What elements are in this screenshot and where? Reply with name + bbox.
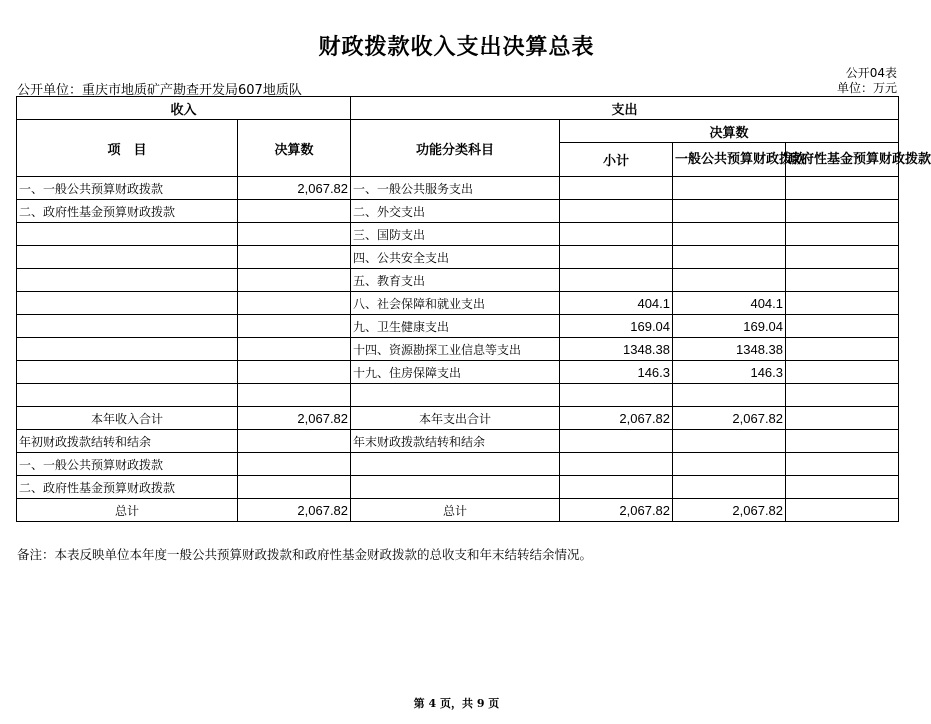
income-item-cell: 年初财政拨款结转和结余 bbox=[17, 430, 238, 453]
general-budget-cell: 169.04 bbox=[673, 315, 786, 338]
general-budget-cell bbox=[673, 177, 786, 200]
function-subject-header: 功能分类科目 bbox=[351, 120, 560, 177]
table-row bbox=[17, 223, 899, 246]
expense-item-cell: 一、一般公共服务支出 bbox=[351, 177, 560, 200]
reporting-unit: 公开单位：重庆市地质矿产勘查开发局607地质队 bbox=[17, 83, 302, 98]
general-budget-cell bbox=[673, 200, 786, 223]
expense-item-cell bbox=[351, 476, 560, 499]
income-item-cell: 一、一般公共预算财政拨款 bbox=[17, 177, 238, 200]
gov-fund-cell bbox=[786, 430, 899, 453]
expense-item-cell bbox=[351, 453, 560, 476]
expense-item-cell: 二、外交支出 bbox=[351, 200, 560, 223]
income-item-cell bbox=[17, 223, 238, 246]
page-title: 财政拨款收入支出决算总表 bbox=[318, 34, 595, 60]
final-amount-header: 决算数 bbox=[238, 120, 351, 177]
gov-fund-cell bbox=[786, 177, 899, 200]
general-budget-cell: 2,067.82 bbox=[673, 407, 786, 430]
income-amount-cell: 2,067.82 bbox=[238, 177, 351, 200]
income-amount-cell bbox=[238, 361, 351, 384]
income-amount-cell bbox=[238, 338, 351, 361]
table-row bbox=[17, 476, 899, 499]
table-row bbox=[17, 177, 899, 200]
subtotal-cell bbox=[560, 384, 673, 407]
income-item-cell bbox=[17, 338, 238, 361]
income-amount-cell bbox=[238, 269, 351, 292]
general-budget-cell bbox=[673, 453, 786, 476]
income-amount-cell bbox=[238, 315, 351, 338]
income-amount-cell: 2,067.82 bbox=[238, 407, 351, 430]
subtotal-cell: 2,067.82 bbox=[560, 407, 673, 430]
expense-item-cell: 总计 bbox=[351, 499, 560, 522]
income-item-cell bbox=[17, 361, 238, 384]
gov-fund-cell bbox=[786, 453, 899, 476]
form-code: 公开04表 bbox=[845, 66, 897, 80]
income-amount-cell bbox=[238, 384, 351, 407]
income-amount-cell bbox=[238, 453, 351, 476]
income-item-cell bbox=[17, 269, 238, 292]
income-amount-cell: 2,067.82 bbox=[238, 499, 351, 522]
income-item-cell bbox=[17, 315, 238, 338]
income-amount-cell bbox=[238, 476, 351, 499]
expense-item-cell bbox=[351, 384, 560, 407]
expense-item-cell: 三、国防支出 bbox=[351, 223, 560, 246]
income-item-cell bbox=[17, 384, 238, 407]
income-amount-cell bbox=[238, 200, 351, 223]
expense-item-cell: 九、卫生健康支出 bbox=[351, 315, 560, 338]
income-item-cell: 总计 bbox=[17, 499, 238, 522]
gov-fund-cell bbox=[786, 292, 899, 315]
table-row bbox=[17, 407, 899, 430]
general-budget-header: 一般公共预算财政拨款 bbox=[673, 143, 786, 177]
table-row bbox=[17, 338, 899, 361]
income-item-cell: 一、一般公共预算财政拨款 bbox=[17, 453, 238, 476]
table-row bbox=[17, 453, 899, 476]
final-amount-group-header: 决算数 bbox=[560, 120, 899, 143]
table-row bbox=[17, 315, 899, 338]
subtotal-cell bbox=[560, 430, 673, 453]
subtotal-cell bbox=[560, 453, 673, 476]
general-budget-cell bbox=[673, 246, 786, 269]
subtotal-cell bbox=[560, 269, 673, 292]
table-row bbox=[17, 430, 899, 453]
table-row bbox=[17, 384, 899, 407]
income-amount-cell bbox=[238, 292, 351, 315]
gov-fund-cell bbox=[786, 223, 899, 246]
budget-summary-table bbox=[16, 96, 931, 522]
gov-fund-cell bbox=[786, 246, 899, 269]
subtotal-cell bbox=[560, 246, 673, 269]
subtotal-cell bbox=[560, 476, 673, 499]
general-budget-cell bbox=[673, 384, 786, 407]
general-budget-cell bbox=[673, 223, 786, 246]
gov-fund-cell bbox=[786, 361, 899, 384]
gov-fund-cell bbox=[786, 200, 899, 223]
expense-header: 支出 bbox=[351, 97, 899, 120]
table-row bbox=[17, 499, 899, 522]
table-row bbox=[17, 361, 899, 384]
gov-fund-header: 政府性基金预算财政拨款 bbox=[786, 143, 899, 177]
income-item-cell: 二、政府性基金预算财政拨款 bbox=[17, 476, 238, 499]
expense-item-cell: 四、公共安全支出 bbox=[351, 246, 560, 269]
subtotal-cell: 404.1 bbox=[560, 292, 673, 315]
gov-fund-cell bbox=[786, 476, 899, 499]
subtotal-header: 小计 bbox=[560, 143, 673, 177]
subtotal-cell: 1348.38 bbox=[560, 338, 673, 361]
gov-fund-cell bbox=[786, 269, 899, 292]
table-note: 备注：本表反映单位本年度一般公共预算财政拨款和政府性基金财政拨款的总收支和年末结转结余情况。 bbox=[17, 547, 593, 562]
table-row bbox=[17, 200, 899, 223]
subtotal-cell bbox=[560, 177, 673, 200]
gov-fund-cell bbox=[786, 407, 899, 430]
income-item-cell bbox=[17, 292, 238, 315]
income-header: 收入 bbox=[17, 97, 351, 120]
general-budget-cell bbox=[673, 269, 786, 292]
gov-fund-cell bbox=[786, 499, 899, 522]
subtotal-cell: 146.3 bbox=[560, 361, 673, 384]
general-budget-cell: 404.1 bbox=[673, 292, 786, 315]
expense-item-cell: 本年支出合计 bbox=[351, 407, 560, 430]
gov-fund-cell bbox=[786, 384, 899, 407]
general-budget-cell: 2,067.82 bbox=[673, 499, 786, 522]
income-amount-cell bbox=[238, 223, 351, 246]
general-budget-cell: 146.3 bbox=[673, 361, 786, 384]
gov-fund-cell bbox=[786, 338, 899, 361]
table-row bbox=[17, 246, 899, 269]
expense-item-cell: 十九、住房保障支出 bbox=[351, 361, 560, 384]
income-amount-cell bbox=[238, 430, 351, 453]
subtotal-cell: 169.04 bbox=[560, 315, 673, 338]
table-row bbox=[17, 269, 899, 292]
general-budget-cell bbox=[673, 430, 786, 453]
page-footer: 第 4 页，共 9 页 bbox=[413, 697, 500, 710]
gov-fund-cell bbox=[786, 315, 899, 338]
general-budget-cell bbox=[673, 476, 786, 499]
subtotal-cell bbox=[560, 200, 673, 223]
expense-item-cell: 十四、资源勘探工业信息等支出 bbox=[351, 338, 560, 361]
income-amount-cell bbox=[238, 246, 351, 269]
income-item-cell bbox=[17, 246, 238, 269]
expense-item-cell: 年末财政拨款结转和结余 bbox=[351, 430, 560, 453]
expense-item-cell: 五、教育支出 bbox=[351, 269, 560, 292]
general-budget-cell: 1348.38 bbox=[673, 338, 786, 361]
income-item-cell: 本年收入合计 bbox=[17, 407, 238, 430]
expense-item-cell: 八、社会保障和就业支出 bbox=[351, 292, 560, 315]
subtotal-cell bbox=[560, 223, 673, 246]
table-row bbox=[17, 292, 899, 315]
income-item-cell: 二、政府性基金预算财政拨款 bbox=[17, 200, 238, 223]
item-header: 项 目 bbox=[17, 120, 238, 177]
currency-unit: 单位：万元 bbox=[836, 81, 897, 95]
subtotal-cell: 2,067.82 bbox=[560, 499, 673, 522]
